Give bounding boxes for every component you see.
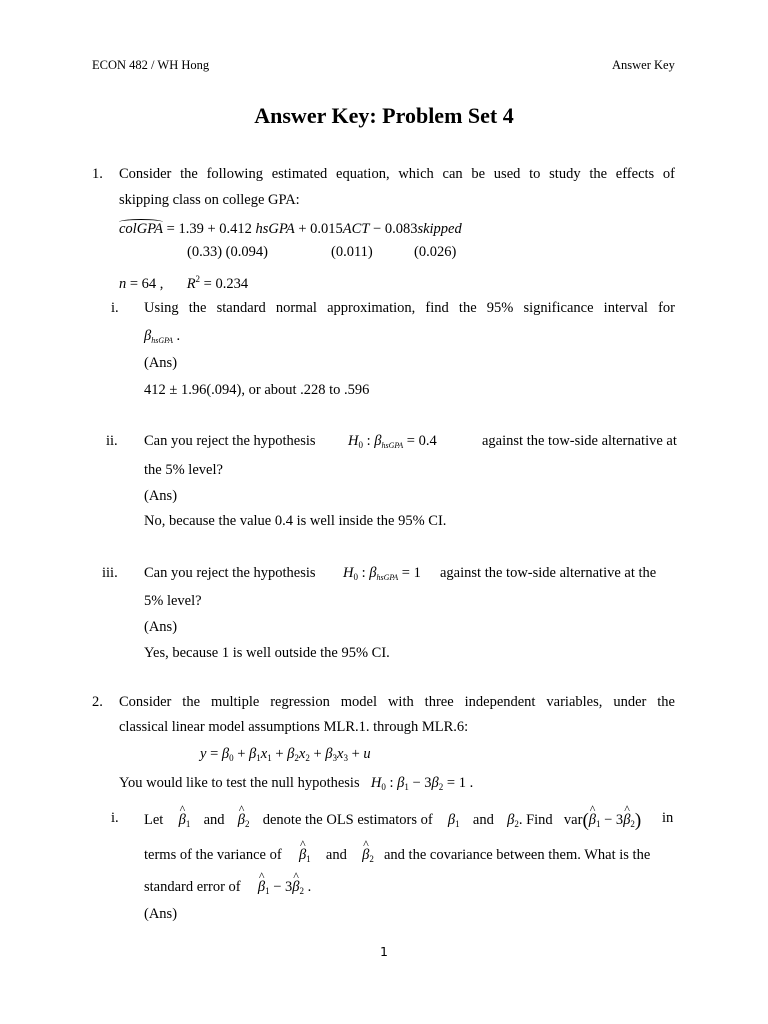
se-2: (0.011) bbox=[331, 244, 373, 260]
model-u: u bbox=[363, 746, 371, 762]
model-beta2: β bbox=[287, 746, 295, 762]
beta-tail: . bbox=[172, 328, 181, 344]
beta-symbol: β bbox=[369, 565, 377, 581]
minus3: − 3 bbox=[269, 879, 293, 895]
in-word: in bbox=[662, 810, 674, 826]
model-x3: x bbox=[337, 746, 344, 762]
model-x2: x bbox=[298, 746, 306, 762]
q1-part-iii-ans-label: (Ans) bbox=[144, 619, 178, 635]
n-label: n bbox=[119, 276, 127, 292]
beta-subscript: hsGPA bbox=[151, 336, 173, 345]
q1-part-i-beta bbox=[144, 329, 180, 345]
hyp-val: = 1 . bbox=[443, 775, 474, 791]
let-word: Let bbox=[144, 812, 164, 828]
beta-subscript: hsGPA bbox=[381, 441, 404, 450]
q2-line2: classical linear model assumptions MLR.1. through MLR.6: bbox=[119, 719, 469, 735]
q1-part-ii-ans-label: (Ans) bbox=[144, 488, 178, 504]
q1-part-ii-number: ii. bbox=[106, 433, 118, 449]
sample-stats bbox=[119, 275, 248, 292]
model-x1: x bbox=[260, 746, 268, 762]
n-value: = 64 , bbox=[126, 276, 164, 292]
h-value: = 1 bbox=[398, 565, 421, 581]
r-label: R bbox=[186, 276, 196, 292]
q1-part-iii-number: iii. bbox=[102, 565, 118, 581]
model-plus: + bbox=[309, 746, 326, 762]
h-colon: : bbox=[362, 433, 375, 449]
q1-part-ii-line2: the 5% level? bbox=[144, 462, 223, 478]
se-1: (0.33) (0.094) bbox=[187, 244, 268, 260]
find-text: . Find bbox=[518, 812, 553, 828]
q2-part-i-number: i. bbox=[111, 810, 119, 826]
q1-part-iii-pre: Can you reject the hypothesis bbox=[144, 565, 316, 581]
hyp-h: H bbox=[370, 775, 382, 791]
eq-intercept: = 1.39 + 0.412 bbox=[163, 221, 252, 237]
r-value: = 0.234 bbox=[200, 276, 249, 292]
eq-coef-skipped: − 0.083 bbox=[369, 221, 418, 237]
line3b: . bbox=[304, 879, 312, 895]
q2-part-i-line2: terms of the variance of ^ $\beta_1$ and ^ $\beta_2$ bbox=[144, 848, 385, 864]
q1-line2: skipping class on college GPA: bbox=[119, 192, 300, 208]
model-beta3: β bbox=[325, 746, 333, 762]
model-beta1: β bbox=[249, 746, 257, 762]
q1-part-ii-post: against the tow-side alternative at bbox=[482, 433, 677, 449]
and-word: and bbox=[203, 812, 225, 828]
beta-subscript: hsGPA bbox=[376, 573, 399, 582]
q2-number: 2. bbox=[92, 694, 103, 710]
h-symbol: H bbox=[348, 433, 359, 449]
and-word: and bbox=[472, 812, 494, 828]
q1-part-i-ans-label: (Ans) bbox=[144, 355, 178, 371]
hyp-mid: − 3 bbox=[408, 775, 432, 791]
eq-var-act: ACT bbox=[342, 221, 370, 237]
var-text: var bbox=[563, 812, 583, 828]
q2-line1: Consider the multiple regression model with three independent variables, under the bbox=[119, 694, 675, 710]
page-title: Answer Key: Problem Set 4 bbox=[254, 103, 514, 128]
model-y: y bbox=[200, 746, 207, 762]
h-colon: : bbox=[357, 565, 370, 581]
line2a: terms of the variance of bbox=[144, 847, 282, 863]
q2-part-i-line1: Let ^ $\beta_1$ and ^ $\beta_2$ denote the OLS estimators of $\beta_1$ and $\beta_2$. Find var(^ $\beta_1$ − 3^ $\beta_2$) bbox=[144, 811, 675, 830]
hyp-colon: : bbox=[385, 775, 398, 791]
header-left: ECON 482 / WH Hong bbox=[92, 58, 210, 72]
model-plus: + bbox=[271, 746, 288, 762]
eq-var-skipped: skipped bbox=[417, 221, 462, 237]
r-sup: 2 bbox=[195, 274, 201, 284]
model-beta0: β bbox=[221, 746, 230, 762]
q2-part-i-line2b: and the covariance between them. What is the bbox=[384, 847, 651, 863]
q1-part-i-answer: 412 ± 1.96(.094), or about .228 to .596 bbox=[144, 382, 370, 398]
eq-lhs: colGPA bbox=[119, 221, 164, 237]
q1-part-iii-line2: 5% level? bbox=[144, 593, 202, 609]
and-word: and bbox=[325, 847, 347, 863]
beta-symbol: β bbox=[144, 328, 152, 344]
model-eq: = bbox=[206, 746, 222, 762]
se-3: (0.026) bbox=[414, 244, 457, 260]
h-symbol: H bbox=[343, 565, 354, 581]
q1-part-iii-post: against the tow-side alternative at the bbox=[440, 565, 657, 581]
h-subscript: 0 bbox=[358, 440, 363, 450]
q2-hypothesis-line: You would like to test the null hypothesis $H_0$ : $\beta_1 - 3\beta_2 = 1$ . bbox=[119, 775, 474, 792]
model-plus: + bbox=[233, 746, 250, 762]
q1-number: 1. bbox=[92, 166, 103, 182]
q1-part-iii-hypothesis bbox=[343, 566, 421, 582]
q1-equation bbox=[119, 222, 462, 237]
q1-part-i-line1: Using the standard normal approximation, find the 95% significance interval for bbox=[144, 300, 675, 316]
header-right: Answer Key bbox=[612, 58, 675, 72]
page-number: 1 bbox=[380, 944, 388, 959]
q1-line1: Consider the following estimated equation, which can be used to study the effects of bbox=[119, 166, 675, 182]
q1-part-ii-answer: No, because the value 0.4 is well inside the 95% CI. bbox=[144, 513, 447, 529]
q1-part-ii-pre: Can you reject the hypothesis bbox=[144, 433, 316, 449]
eq-var-hsgpa: hsGPA bbox=[255, 221, 295, 237]
q2-part-i-ans-label: (Ans) bbox=[144, 906, 178, 922]
beta-symbol: β bbox=[374, 433, 382, 449]
hyp-h-sub: 0 bbox=[381, 782, 386, 792]
minus3: − 3 bbox=[600, 812, 624, 828]
q1-part-iii-answer: Yes, because 1 is well outside the 95% CI. bbox=[144, 645, 390, 661]
model-plus: + bbox=[347, 746, 364, 762]
q2-model: $y = \beta_0 + \beta_1x_1 + \beta_2x_2 + \beta_3x_3 + u$ bbox=[200, 746, 371, 763]
eq-coef-act: + 0.015 bbox=[294, 221, 343, 237]
q1-part-i-number: i. bbox=[111, 300, 119, 316]
h-subscript: 0 bbox=[353, 572, 358, 582]
q2-part-i-line3: standard error of ^ $\beta_1$ − 3^ $\beta_2$ . bbox=[144, 880, 311, 896]
line3a: standard error of bbox=[144, 879, 241, 895]
hyp-pre: You would like to test the null hypothesis bbox=[119, 775, 360, 791]
h-value: = 0.4 bbox=[403, 433, 437, 449]
denote-text: denote the OLS estimators of bbox=[262, 812, 433, 828]
q1-part-ii-hypothesis bbox=[348, 434, 437, 450]
